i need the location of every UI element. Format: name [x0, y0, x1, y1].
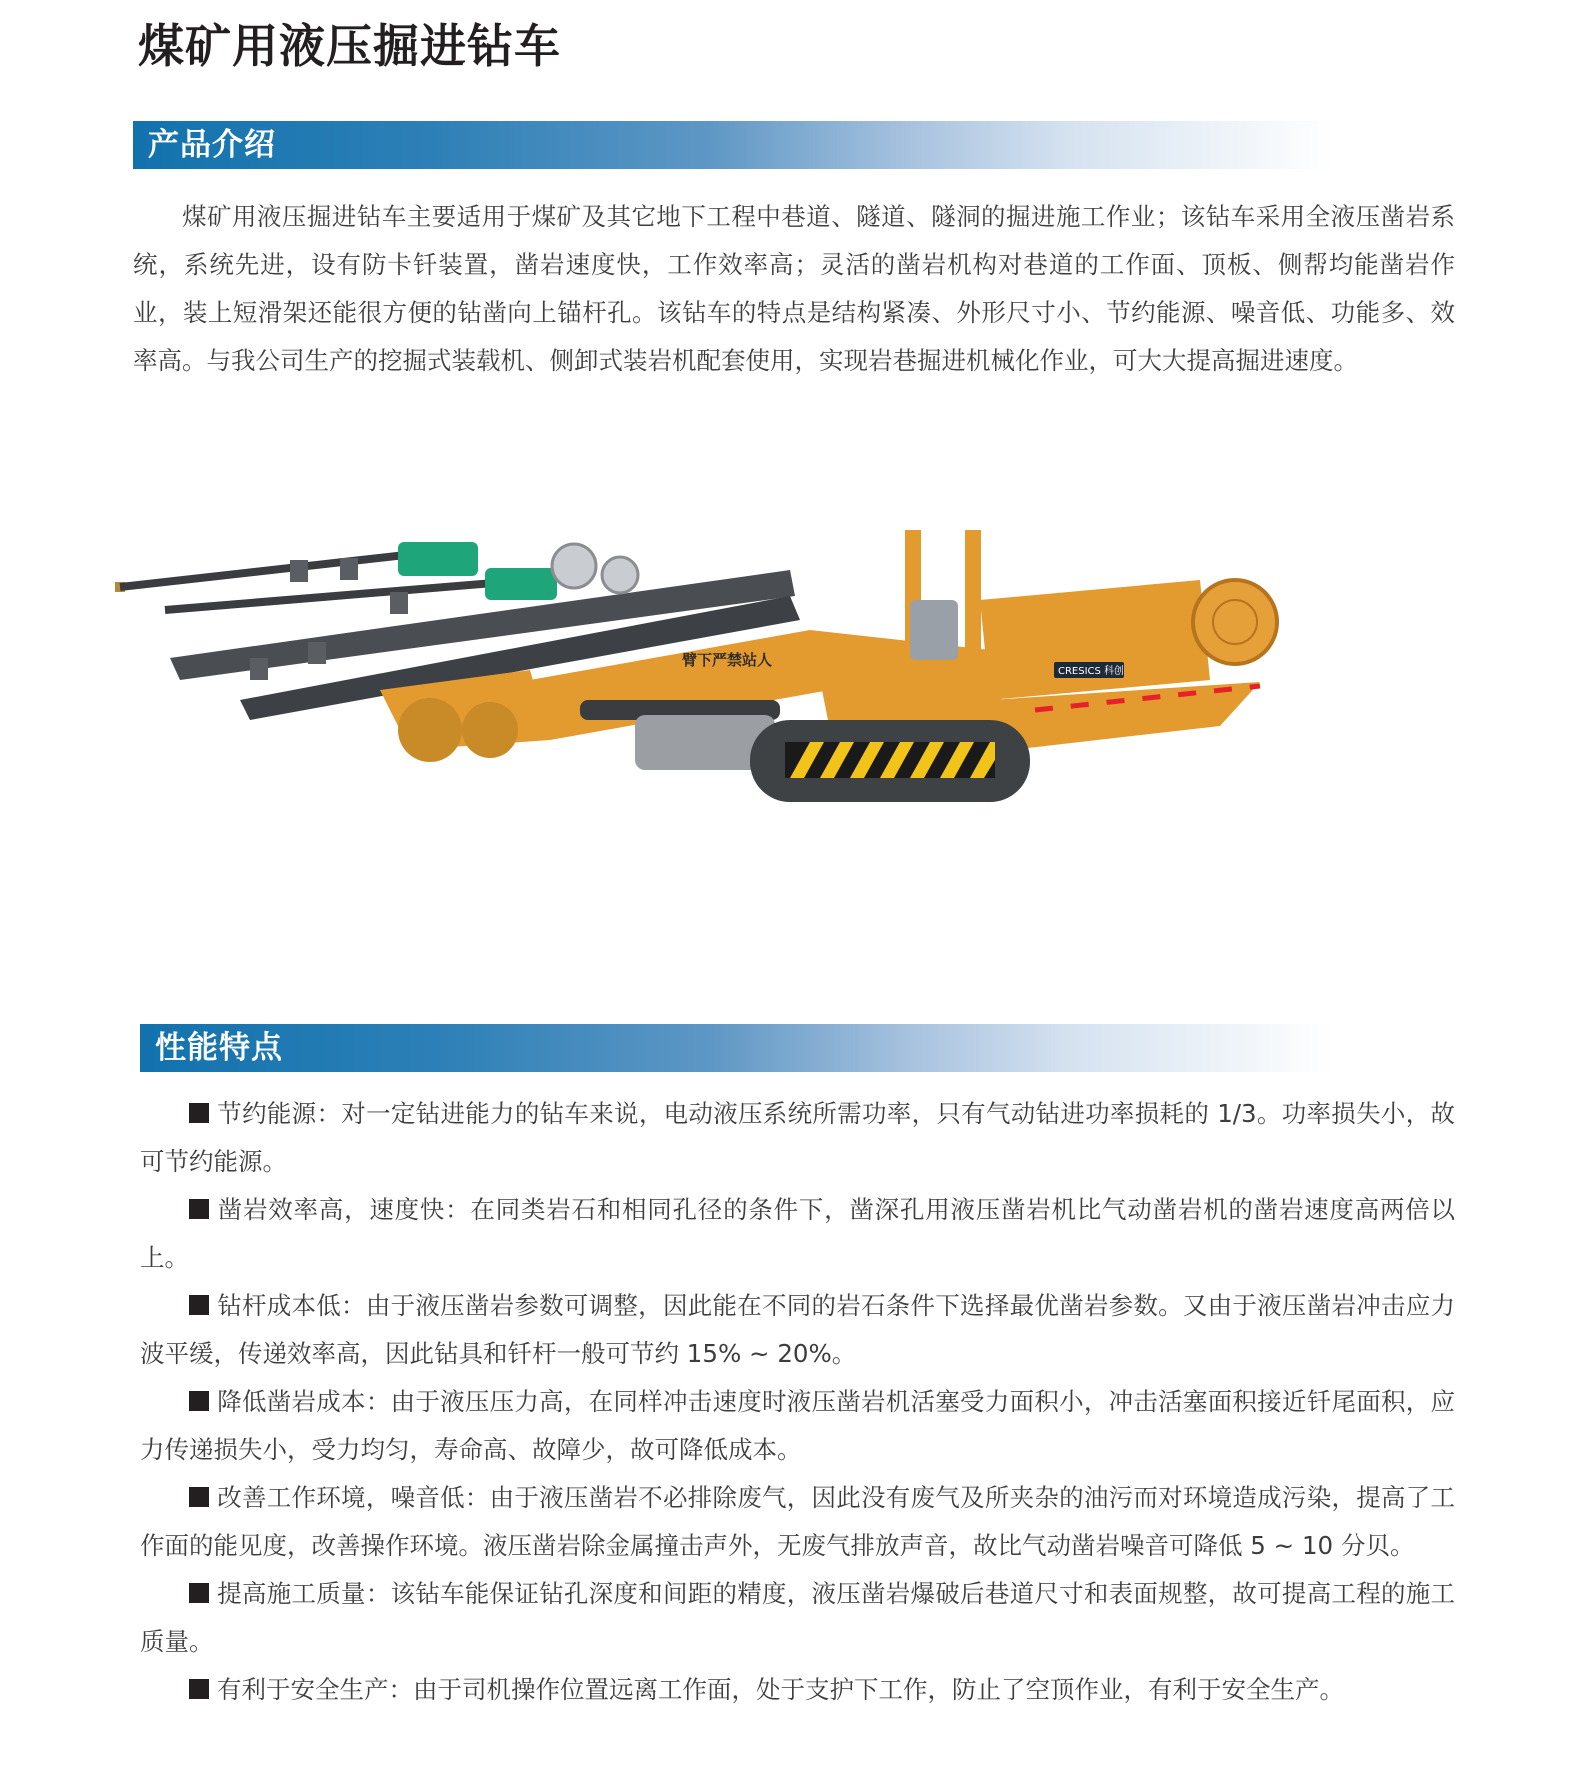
page-title: 煤矿用液压掘进钻车	[138, 19, 561, 73]
square-bullet-icon	[189, 1391, 209, 1411]
arm-warning-label: 臂下严禁站人	[682, 651, 773, 669]
product-image-drill-rig	[110, 530, 1490, 950]
feature-item-environment: 改善工作环境，噪音低：由于液压凿岩不必排除废气，因此没有废气及所夹杂的油污而对环境造成污染，提高了工作面的能见度，改善操作环境。液压凿岩除金属撞击声外，无废气排放声音，故比气动凿岩噪音可降低 5 ~ 10 分贝。	[140, 1483, 1455, 1560]
square-bullet-icon	[189, 1295, 209, 1315]
feature-list	[140, 1090, 1455, 1714]
section-header-features	[140, 1024, 1333, 1072]
square-bullet-icon	[189, 1583, 209, 1603]
square-bullet-icon	[189, 1199, 209, 1219]
brand-plate: CRESICS 科创	[1058, 666, 1125, 677]
feature-item-quality: 提高施工质量：该钻车能保证钻孔深度和间距的精度，液压凿岩爆破后巷道尺寸和表面规整，故可提高工程的施工质量。	[140, 1579, 1455, 1656]
feature-item-lower-cost: 降低凿岩成本：由于液压压力高，在同样冲击速度时液压凿岩机活塞受力面积小，冲击活塞面积接近钎尾面积，应力传递损失小，受力均匀，寿命高、故障少，故可降低成本。	[140, 1387, 1455, 1464]
square-bullet-icon	[189, 1679, 209, 1699]
intro-paragraph: 煤矿用液压掘进钻车主要适用于煤矿及其它地下工程中巷道、隧道、隧洞的掘进施工作业；该钻车采用全液压凿岩系统，系统先进，设有防卡钎装置，凿岩速度快，工作效率高；灵活的凿岩机构对巷道的工作面、顶板、侧帮均能凿岩作业，装上短滑架还能很方便的钻凿向上锚杆孔。该钻车的特点是结构紧凑、外形尺寸小、节约能源、噪音低、功能多、效率高。与我公司生产的挖掘式装载机、侧卸式装岩机配套使用，实现岩巷掘进机械化作业，可大大提高掘进速度。	[133, 202, 1455, 375]
feature-item-drill-rod-cost: 钻杆成本低：由于液压凿岩参数可调整，因此能在不同的岩石条件下选择最优凿岩参数。又由于液压凿岩冲击应力波平缓，传递效率高，因此钻具和钎杆一般可节约 15% ~ 20%。	[140, 1291, 1455, 1368]
square-bullet-icon	[189, 1103, 209, 1123]
feature-item-safety: 有利于安全生产：由于司机操作位置远离工作面，处于支护下工作，防止了空顶作业，有利于安全生产。	[140, 1666, 1455, 1714]
section-heading-features: 性能特点	[155, 1030, 283, 1066]
feature-item-energy-saving: 节约能源：对一定钻进能力的钻车来说，电动液压系统所需功率，只有气动钻进功率损耗的 1/3。功率损失小，故可节约能源。	[140, 1099, 1455, 1176]
section-header-intro	[133, 121, 1333, 169]
feature-item-efficiency: 凿岩效率高，速度快：在同类岩石和相同孔径的条件下，凿深孔用液压凿岩机比气动凿岩机的凿岩速度高两倍以上。	[140, 1195, 1455, 1272]
section-heading-intro: 产品介绍	[148, 127, 276, 163]
square-bullet-icon	[189, 1487, 209, 1507]
crawler-track	[635, 715, 1030, 802]
